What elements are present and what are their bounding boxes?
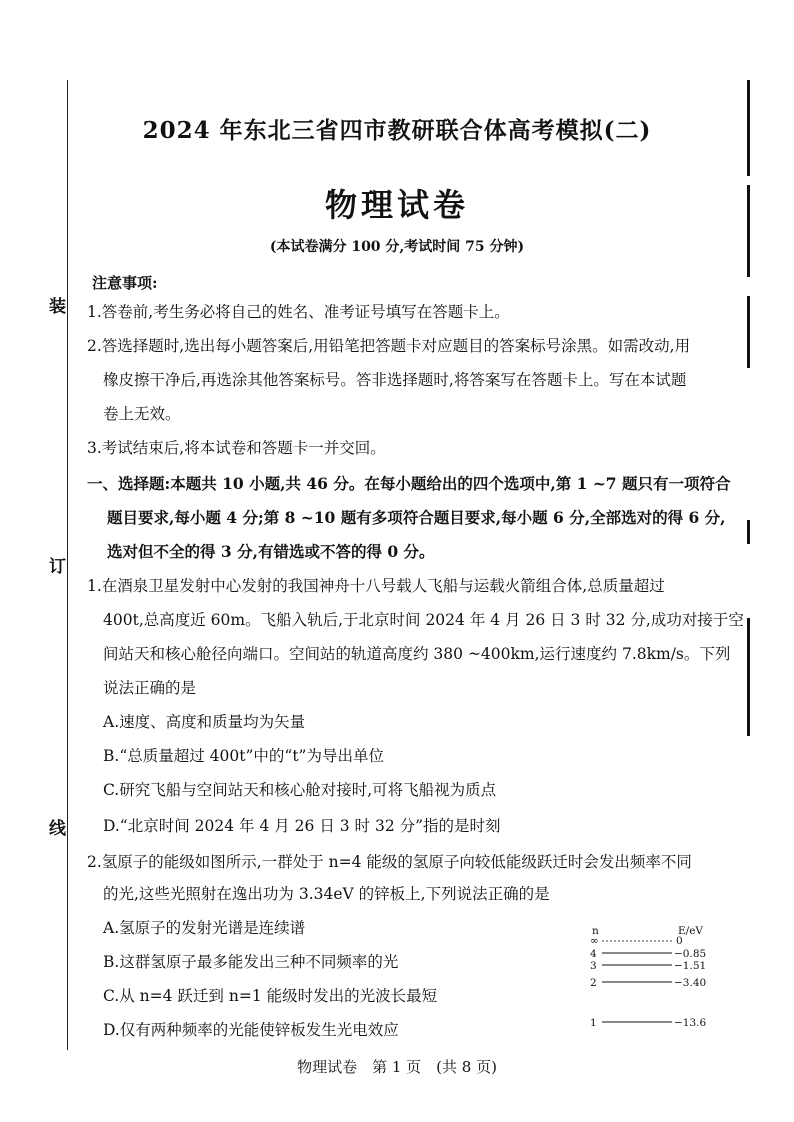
q1-stem-line-4: 说法正确的是	[103, 679, 197, 697]
scan-edge-mark	[747, 618, 750, 736]
diagram-n-header: n	[592, 925, 599, 937]
q1-stem-line-1: 1.在酒泉卫星发射中心发射的我国神舟十八号载人飞船与运载火箭组合体,总质量超过	[87, 577, 665, 595]
margin-label-ding: 订	[49, 557, 66, 577]
notice-item-2-line-1: 2.答选择题时,选出每小题答案后,用铅笔把答题卡对应题目的答案标号涂黑。如需改动,用	[87, 337, 691, 355]
notice-heading: 注意事项:	[92, 274, 158, 292]
level-n-4: 4	[590, 948, 597, 960]
level-e-inf: 0	[676, 935, 683, 947]
level-n-3: 3	[590, 960, 597, 972]
level-n-inf: ∞	[590, 935, 599, 947]
q1-option-a: A.速度、高度和质量均为矢量	[103, 713, 306, 731]
section-heading-line-1: 一、选择题:本题共 10 小题,共 46 分。在每小题给出的四个选项中,第 1 ~7 题只有一项符合	[87, 474, 731, 493]
level-e-1: −13.6	[674, 1017, 707, 1029]
section-heading-line-3: 选对但不全的得 3 分,有错选或不答的得 0 分。	[107, 542, 435, 561]
level-n-2: 2	[590, 977, 597, 989]
energy-level-diagram	[586, 922, 726, 1032]
scan-edge-mark	[747, 296, 750, 368]
level-e-4: −0.85	[674, 948, 707, 960]
level-n-1: 1	[590, 1017, 597, 1029]
section-heading-line-2: 题目要求,每小题 4 分;第 8 ~10 题有多项符合题目要求,每小题 6 分,全部选对的得 6 分,	[107, 508, 726, 527]
page-footer: 物理试卷 第 1 页 (共 8 页)	[297, 1058, 497, 1076]
exam-info: (本试卷满分 100 分,考试时间 75 分钟)	[269, 239, 525, 255]
level-e-2: −3.40	[674, 977, 707, 989]
margin-label-zhuang: 装	[49, 297, 66, 317]
q2-option-b: B.这群氢原子最多能发出三种不同频率的光	[103, 953, 399, 971]
q1-option-d: D.“北京时间 2024 年 4 月 26 日 3 时 32 分”指的是时刻	[103, 817, 501, 835]
q1-option-c: C.研究飞船与空间站天和核心舱对接时,可将飞船视为质点	[103, 781, 497, 799]
notice-item-2-line-3: 卷上无效。	[103, 405, 181, 423]
notice-item-2-line-2: 橡皮擦干净后,再选涂其他答案标号。答非选择题时,将答案写在答题卡上。写在本试题	[103, 371, 687, 389]
margin-label-xian: 线	[49, 819, 66, 839]
notice-item-3: 3.考试结束后,将本试卷和答题卡一并交回。	[87, 439, 386, 457]
q1-option-b: B.“总质量超过 400t”中的“t”为导出单位	[103, 747, 384, 765]
q1-stem-line-3: 间站天和核心舱径向端口。空间站的轨道高度约 380 ~400km,运行速度约 7.8km/s。下列	[103, 645, 731, 663]
level-e-3-value: −1.51	[674, 960, 707, 972]
diagram-energy-header: E/eV	[678, 925, 703, 937]
q2-stem-line-2: 的光,这些光照射在逸出功为 3.34eV 的锌板上,下列说法正确的是	[103, 885, 550, 903]
q2-option-d: D.仅有两种频率的光能使锌板发生光电效应	[103, 1021, 399, 1039]
scan-edge-mark	[747, 520, 750, 544]
q2-stem-line-1: 2.氢原子的能级如图所示,一群处于 n=4 能级的氢原子向较低能级跃迁时会发出频率不同	[87, 853, 692, 871]
q2-option-a: A.氢原子的发射光谱是连续谱	[103, 919, 306, 937]
q2-option-c: C.从 n=4 跃迁到 n=1 能级时发出的光波长最短	[103, 987, 438, 1005]
exam-subject-title: 物理试卷	[324, 186, 469, 224]
notice-item-1: 1.答卷前,考生务必将自己的姓名、准考证号填写在答题卡上。	[87, 303, 510, 321]
exam-title: 2024 年东北三省四市教研联合体高考模拟(二)	[142, 117, 652, 144]
q1-stem-line-2: 400t,总高度近 60m。飞船入轨后,于北京时间 2024 年 4 月 26 日 3 时 32 分,成功对接于空	[103, 611, 744, 629]
